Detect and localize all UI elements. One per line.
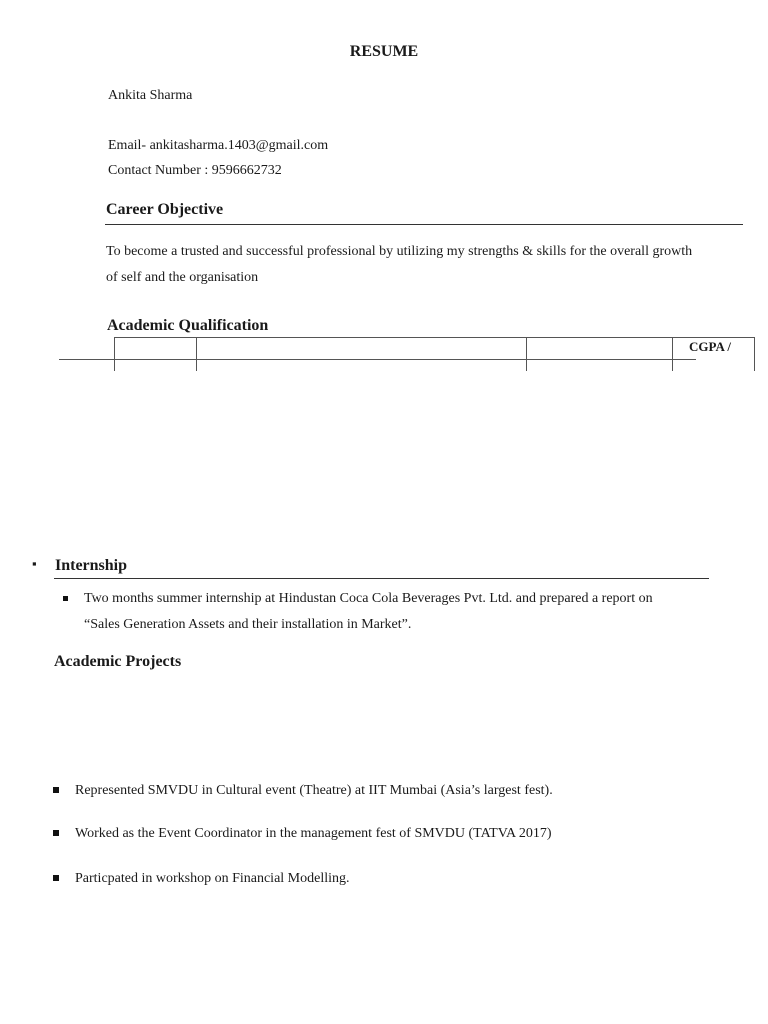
career-objective-heading: Career Objective [106, 201, 224, 218]
internship-heading: Internship [55, 557, 128, 574]
square-bullet-icon [53, 830, 59, 836]
table-col-line-1 [114, 337, 115, 371]
square-bullet-icon [53, 787, 59, 793]
contact-line: Contact Number : 9596662732 [108, 163, 282, 178]
square-bullet-icon [53, 875, 59, 881]
square-bullet-icon [63, 596, 68, 601]
table-header-cgpa: CGPA / [689, 339, 732, 354]
academic-projects-heading: Academic Projects [54, 653, 182, 670]
career-objective-line-1: To become a trusted and successful professional by utilizing my strengths & skills for the overall growth [106, 244, 693, 259]
table-col-line-2 [196, 337, 197, 371]
internship-rule [54, 578, 709, 579]
career-objective-rule [105, 224, 743, 225]
table-top-border [114, 337, 755, 338]
career-objective-line-2: of self and the organisation [106, 270, 259, 285]
internship-item-line-2: “Sales Generation Assets and their installation in Market”. [84, 617, 412, 632]
email-line: Email- ankitasharma.1403@gmail.com [108, 138, 329, 153]
table-col-line-5 [754, 337, 755, 371]
table-header-rule [59, 359, 696, 360]
activity-item-text: Worked as the Event Coordinator in the management fest of SMVDU (TATVA 2017) [75, 826, 552, 841]
internship-bullet: ▪ [32, 556, 37, 571]
academic-qualification-heading: Academic Qualification [107, 317, 269, 334]
internship-item-line-1: Two months summer internship at Hindustan Coca Cola Beverages Pvt. Ltd. and prepared a report on [84, 591, 653, 606]
candidate-name: Ankita Sharma [108, 88, 193, 103]
activity-item-text: Particpated in workshop on Financial Modelling. [75, 871, 350, 886]
table-col-line-3 [526, 337, 527, 371]
table-col-line-4 [672, 337, 673, 371]
document-title: RESUME [349, 43, 419, 60]
activity-item-text: Represented SMVDU in Cultural event (Theatre) at IIT Mumbai (Asia’s largest fest). [75, 783, 553, 798]
